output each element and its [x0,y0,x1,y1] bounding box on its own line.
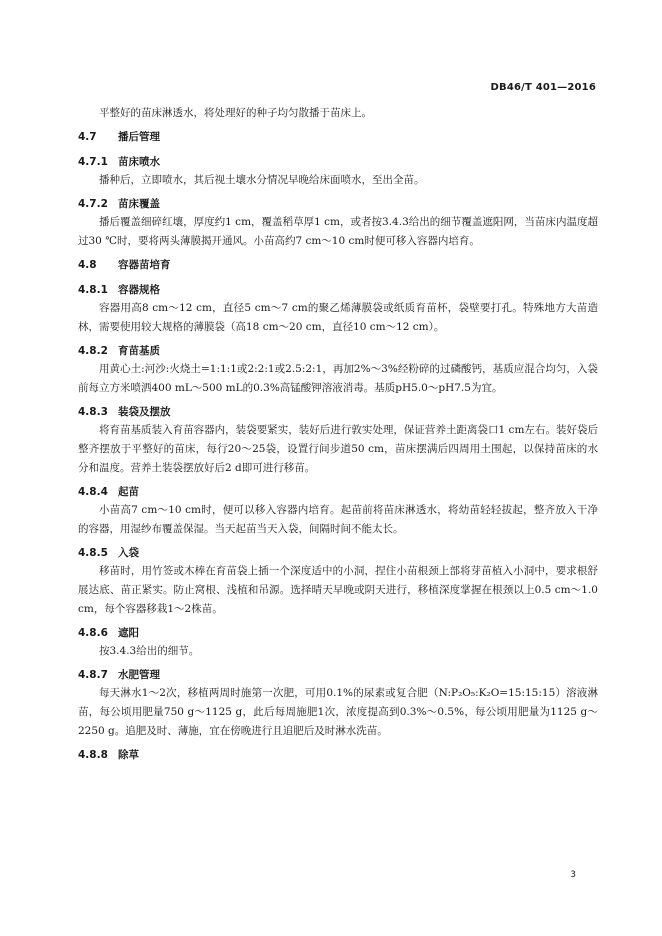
section-title: 苗床覆盖 [118,198,160,210]
section-heading-4-8-3 [78,404,598,421]
section-title: 起苗 [118,486,139,498]
document-code: DB46/T 401—2016 [490,82,596,93]
section-paragraph-4-8-3: 将育苗基质装入育苗容器内，装袋要紧实，装好后进行敦实处理，保证营养土距离袋口1 cm左右。装好袋后整齐摆放于平整好的苗床，每行20～25袋，设置行间步道50 cm，苗床摆满后四周用土围起，以保持苗床的水分和温度。营养土装袋摆放好后2 d即可进行移苗。 [78,424,598,474]
section-title: 除草 [118,749,139,761]
section-paragraph-4-8-6: 按3.4.3给出的细节。 [99,645,200,657]
section-paragraph-4-7-2: 播后覆盖细碎红壤，厚度约1 cm，覆盖稻草厚1 cm，或者按3.4.3给出的细节覆盖遮阳网，当苗床内温度超过30 ℃时，要将两头薄膜揭开通风。小苗高约7 cm～10 cm时便可移入容器内培育。 [78,216,598,247]
section-title: 容器规格 [118,284,160,296]
section-paragraph-4-8-7: 每天淋水1～2次，移植两周时施第一次肥，可用0.1%的尿素或复合肥（N:P₂O₅:K₂O=15:15:15）溶液淋苗，每公顷用肥量750 g～1125 g，此后每周施肥1次，浓度提高到0.3%～0.5%，每公顷用肥量为1125 g～2250 g。追肥及时、薄施，宜在傍晚进行且追肥后及时淋水洗苗。 [78,687,598,737]
section-number: 4.8.7 [78,669,108,681]
section-heading-4-7-1 [78,154,598,171]
section-number: 4.8.3 [78,406,108,418]
section-title: 播后管理 [118,131,160,143]
section-heading-4-8 [78,257,598,274]
section-number: 4.8.1 [78,284,108,296]
section-title: 入袋 [118,547,139,559]
intro-paragraph: 平整好的苗床淋透水，将处理好的种子均匀散播于苗床上。 [99,107,372,119]
section-title: 容器苗培育 [118,259,171,271]
section-paragraph-4-8-1: 容器用高8 cm～12 cm，直径5 cm～7 cm的聚乙烯薄膜袋或纸质育苗杯，袋壁要打孔。特殊地方大苗造林，需要使用较大规格的薄膜袋（高18 cm～20 cm，直径10 cm～12 cm）。 [78,302,598,333]
section-number: 4.8.5 [78,547,108,559]
page-number: 3 [570,870,576,880]
section-number: 4.8.6 [78,627,108,639]
section-number: 4.8.2 [78,345,108,357]
section-heading-4-7-2 [78,196,598,213]
section-paragraph-4-7-1: 播种后，立即喷水，其后视土壤水分情况早晚给床面喷水，至出全苗。 [99,174,425,186]
section-paragraph-4-8-2: 用黄心土:河沙:火烧土=1:1:1或2:2:1或2.5:2:1，再加2%～3%经粉碎的过磷酸钙，基质应混合均匀，入袋前每立方米喷洒400 mL～500 mL的0.3%高锰酸钾溶液消毒。基质pH5.0～pH7.5为宜。 [78,363,598,394]
section-number: 4.7.2 [78,198,108,210]
section-title: 装袋及摆放 [118,406,171,418]
section-number: 4.8 [78,259,97,271]
section-heading-4-8-7 [78,667,598,684]
document-body [78,104,598,764]
section-number: 4.7.1 [78,156,108,168]
section-heading-4-8-8 [78,747,598,764]
section-heading-4-8-2 [78,343,598,360]
section-title: 遮阳 [118,627,139,639]
section-title: 苗床喷水 [118,156,160,168]
section-number: 4.7 [78,131,97,143]
section-title: 水肥管理 [118,669,160,681]
section-heading-4-8-4 [78,484,598,501]
section-title: 育苗基质 [118,345,160,357]
section-paragraph-4-8-5: 移苗时，用竹签或木棒在育苗袋上插一个深度适中的小洞，捏住小苗根颈上部将芽苗植入小洞中，要求根舒展达底、苗正紧实。防止窝根、浅植和吊源。选择晴天早晚或阴天进行，移植深度掌握在根颈以上0.5 cm～1.0 cm，每个容器移栽1～2株苗。 [78,565,598,615]
section-heading-4-7 [78,129,598,146]
section-number: 4.8.4 [78,486,108,498]
section-heading-4-8-5 [78,545,598,562]
section-paragraph-4-8-4: 小苗高7 cm～10 cm时，便可以移入容器内培育。起苗前将苗床淋透水，将幼苗轻轻拔起，整齐放入干净的容器，用湿纱布覆盖保湿。当天起苗当天入袋，间隔时间不能太长。 [78,504,598,535]
section-heading-4-8-6 [78,625,598,642]
section-heading-4-8-1 [78,282,598,299]
section-number: 4.8.8 [78,749,108,761]
